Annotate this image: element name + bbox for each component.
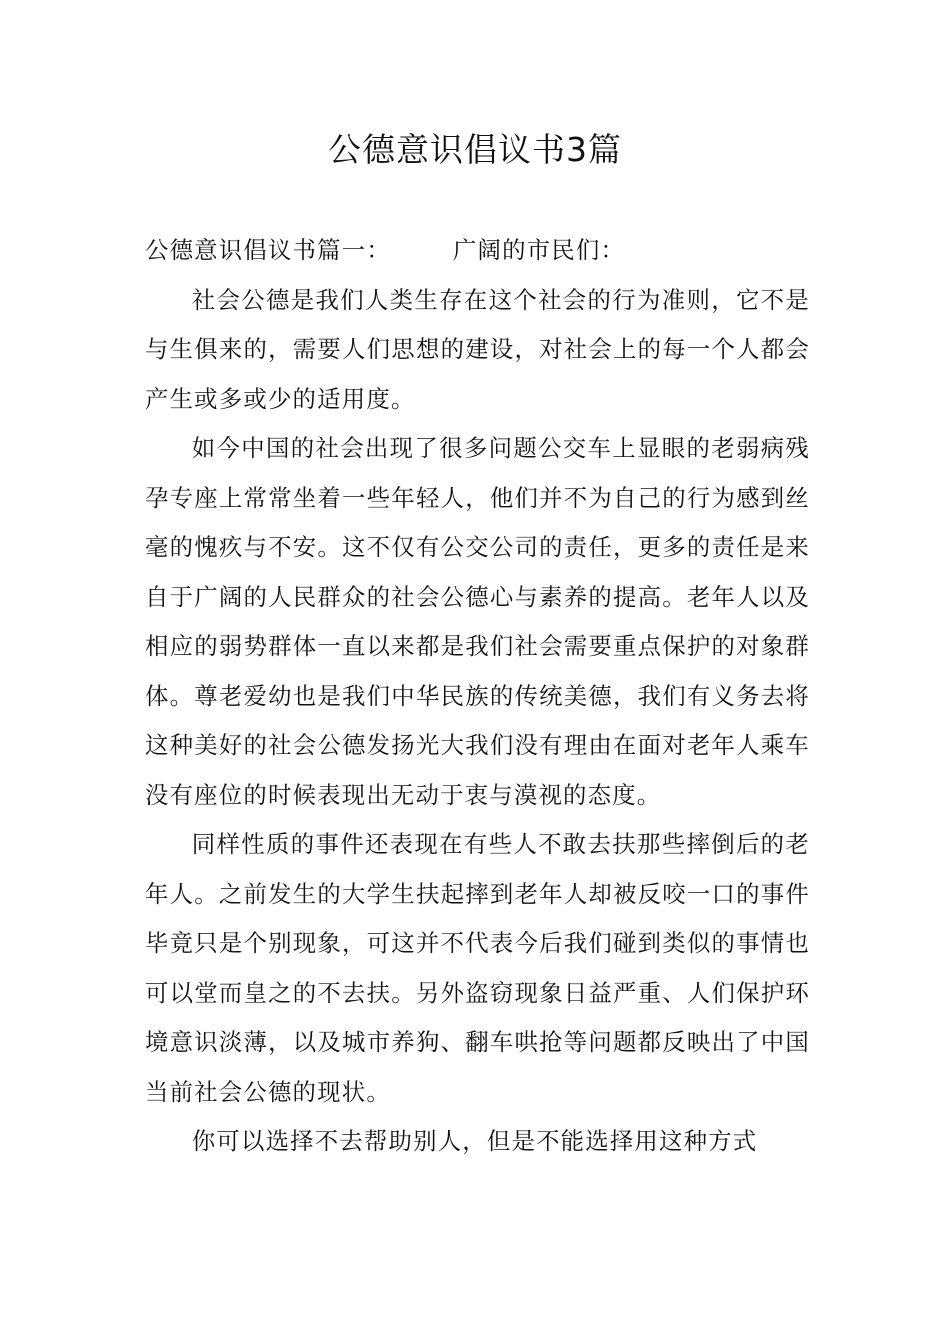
section-heading-line [145,226,810,276]
section-label: 公德意识倡议书篇一： [145,236,391,264]
paragraph-2: 如今中国的社会出现了很多问题公交车上显眼的老弱病残孕专座上常常坐着一些年轻人，他们并不为自己的行为感到丝毫的愧疚与不安。这不仅有公交公司的责任，更多的责任是来自于广阔的人民群众的社会公德心与素养的提高。老年人以及相应的弱势群体一直以来都是我们社会需要重点保护的对象群体。尊老爱幼也是我们中华民族的传统美德，我们有义务去将这种美好的社会公德发扬光大我们没有理由在面对老年人乘车没有座位的时候表现出无动于衷与漠视的态度。 [145,434,810,809]
paragraph-3: 同样性质的事件还表现在有些人不敢去扶那些摔倒后的老年人。之前发生的大学生扶起摔到老年人却被反咬一口的事件毕竟只是个别现象，可这并不代表今后我们碰到类似的事情也可以堂而皇之的不去扶。另外盗窃现象日益严重、人们保护环境意识淡薄，以及城市养狗、翻车哄抢等问题都反映出了中国当前社会公德的现状。 [145,830,810,1106]
salutation: 广阔的市民们： [452,236,626,264]
paragraph-4: 你可以选择不去帮助别人，但是不能选择用这种方式 [191,1127,758,1155]
document-body [145,226,810,1167]
document-title: 公德意识倡议书3篇 [328,130,622,169]
paragraph-1: 社会公德是我们人类生存在这个社会的行为准则，它不是与生俱来的，需要人们思想的建设，对社会上的每一个人都会产生或多或少的适用度。 [145,285,810,413]
